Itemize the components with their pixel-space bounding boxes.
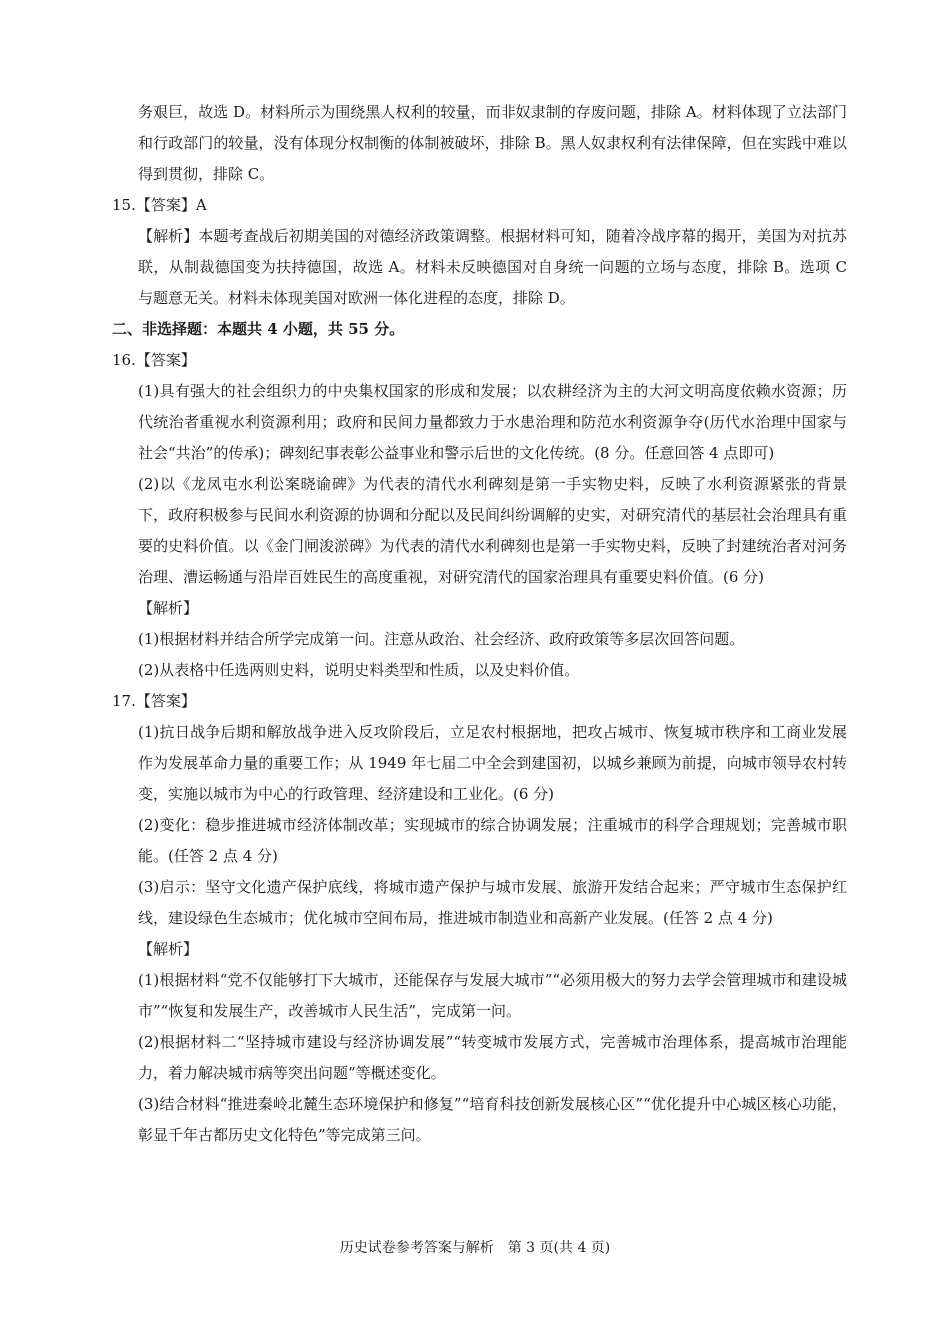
q17-answer-part-3: (3)启示：坚守文化遗产保护底线，将城市遗产保护与城市发展、旅游开发结合起来；严守城市生态保护红线，建设绿色生态城市；优化城市空间布局，推进城市制造业和高新产业发展。(任答 2 点 4 分)	[138, 878, 847, 927]
page-footer: 历史试卷参考答案与解析 第 3 页(共 4 页)	[339, 1240, 611, 1256]
q17-answer-heading: 17.【答案】	[112, 692, 196, 710]
q17-answer-part-1: (1)抗日战争后期和解放战争进入反攻阶段后，立足农村根据地，把攻占城市、恢复城市秩序和工商业发展作为发展革命力量的重要工作；从 1949 年七届二中全会到建国初，以城乡兼顾为前提，向城市领导农村转变，实施以城市为中心的行政管理、经济建设和工业化。(6 分)	[138, 723, 847, 803]
q17-analysis-part-1: (1)根据材料“党不仅能够打下大城市，还能保存与发展大城市”“必须用极大的努力去学会管理城市和建设城市”“恢复和发展生产，改善城市人民生活”，完成第一问。	[138, 971, 847, 1020]
q17-analysis-part-2: (2)根据材料二“坚持城市建设与经济协调发展”“转变城市发展方式，完善城市治理体系，提高城市治理能力，着力解决城市病等突出问题”等概述变化。	[138, 1033, 847, 1082]
document-content	[112, 97, 847, 1151]
q16-analysis-part-2: (2)从表格中任选两则史料，说明史料类型和性质，以及史料价值。	[138, 661, 580, 679]
q16-answer-part-2: (2)以《龙凤屯水利讼案晓谕碑》为代表的清代水利碑刻是第一手实物史料，反映了水利资源紧张的背景下，政府积极参与民间水利资源的协调和分配以及民间纠纷调解的史实，对研究清代的基层社会治理具有重要的史料价值。以《金门闸浚淤碑》为代表的清代水利碑刻也是第一手实物史料，反映了封建统治者对河务治理、漕运畅通与沿岸百姓民生的高度重视，对研究清代的国家治理具有重要史料价值。(6 分)	[138, 475, 847, 586]
q15-analysis: 【解析】本题考查战后初期美国的对德经济政策调整。根据材料可知，随着冷战序幕的揭开，美国为对抗苏联，从制裁德国变为扶持德国，故选 A。材料未反映德国对自身统一问题的立场与态度，排除 B。选项 C 与题意无关。材料未体现美国对欧洲一体化进程的态度，排除 D。	[138, 227, 847, 307]
q15-answer-heading: 15.【答案】A	[112, 196, 207, 214]
q17-analysis-heading: 【解析】	[138, 940, 199, 958]
q17-answer-part-2: (2)变化：稳步推进城市经济体制改革；实现城市的综合协调发展；注重城市的科学合理规划；完善城市职能。(任答 2 点 4 分)	[138, 816, 847, 865]
q16-answer-heading: 16.【答案】	[112, 351, 196, 369]
paragraph-q14-continuation: 务艰巨，故选 D。材料所示为围绕黑人权利的较量，而非奴隶制的存废问题，排除 A。材料体现了立法部门和行政部门的较量，没有体现分权制衡的体制被破坏，排除 B。黑人奴隶权利有法律保障，但在实践中难以得到贯彻，排除 C。	[138, 103, 847, 183]
q16-analysis-part-1: (1)根据材料并结合所学完成第一问。注意从政治、社会经济、政府政策等多层次回答问题。	[138, 630, 745, 648]
q17-analysis-part-3: (3)结合材料“推进秦岭北麓生态环境保护和修复”“培育科技创新发展核心区”“优化提升中心城区核心功能，彰显千年古都历史文化特色”等完成第三问。	[138, 1095, 847, 1144]
q16-analysis-heading: 【解析】	[138, 599, 199, 617]
q16-answer-part-1: (1)具有强大的社会组织力的中央集权国家的形成和发展；以农耕经济为主的大河文明高度依赖水资源；历代统治者重视水利资源利用；政府和民间力量都致力于水患治理和防范水利资源争夺(历代水治理中国家与社会“共治”的传承)；碑刻纪事表彰公益事业和警示后世的文化传统。(8 分。任意回答 4 点即可)	[138, 382, 847, 462]
section-2-heading: 二、非选择题：本题共 4 小题，共 55 分。	[112, 320, 405, 338]
